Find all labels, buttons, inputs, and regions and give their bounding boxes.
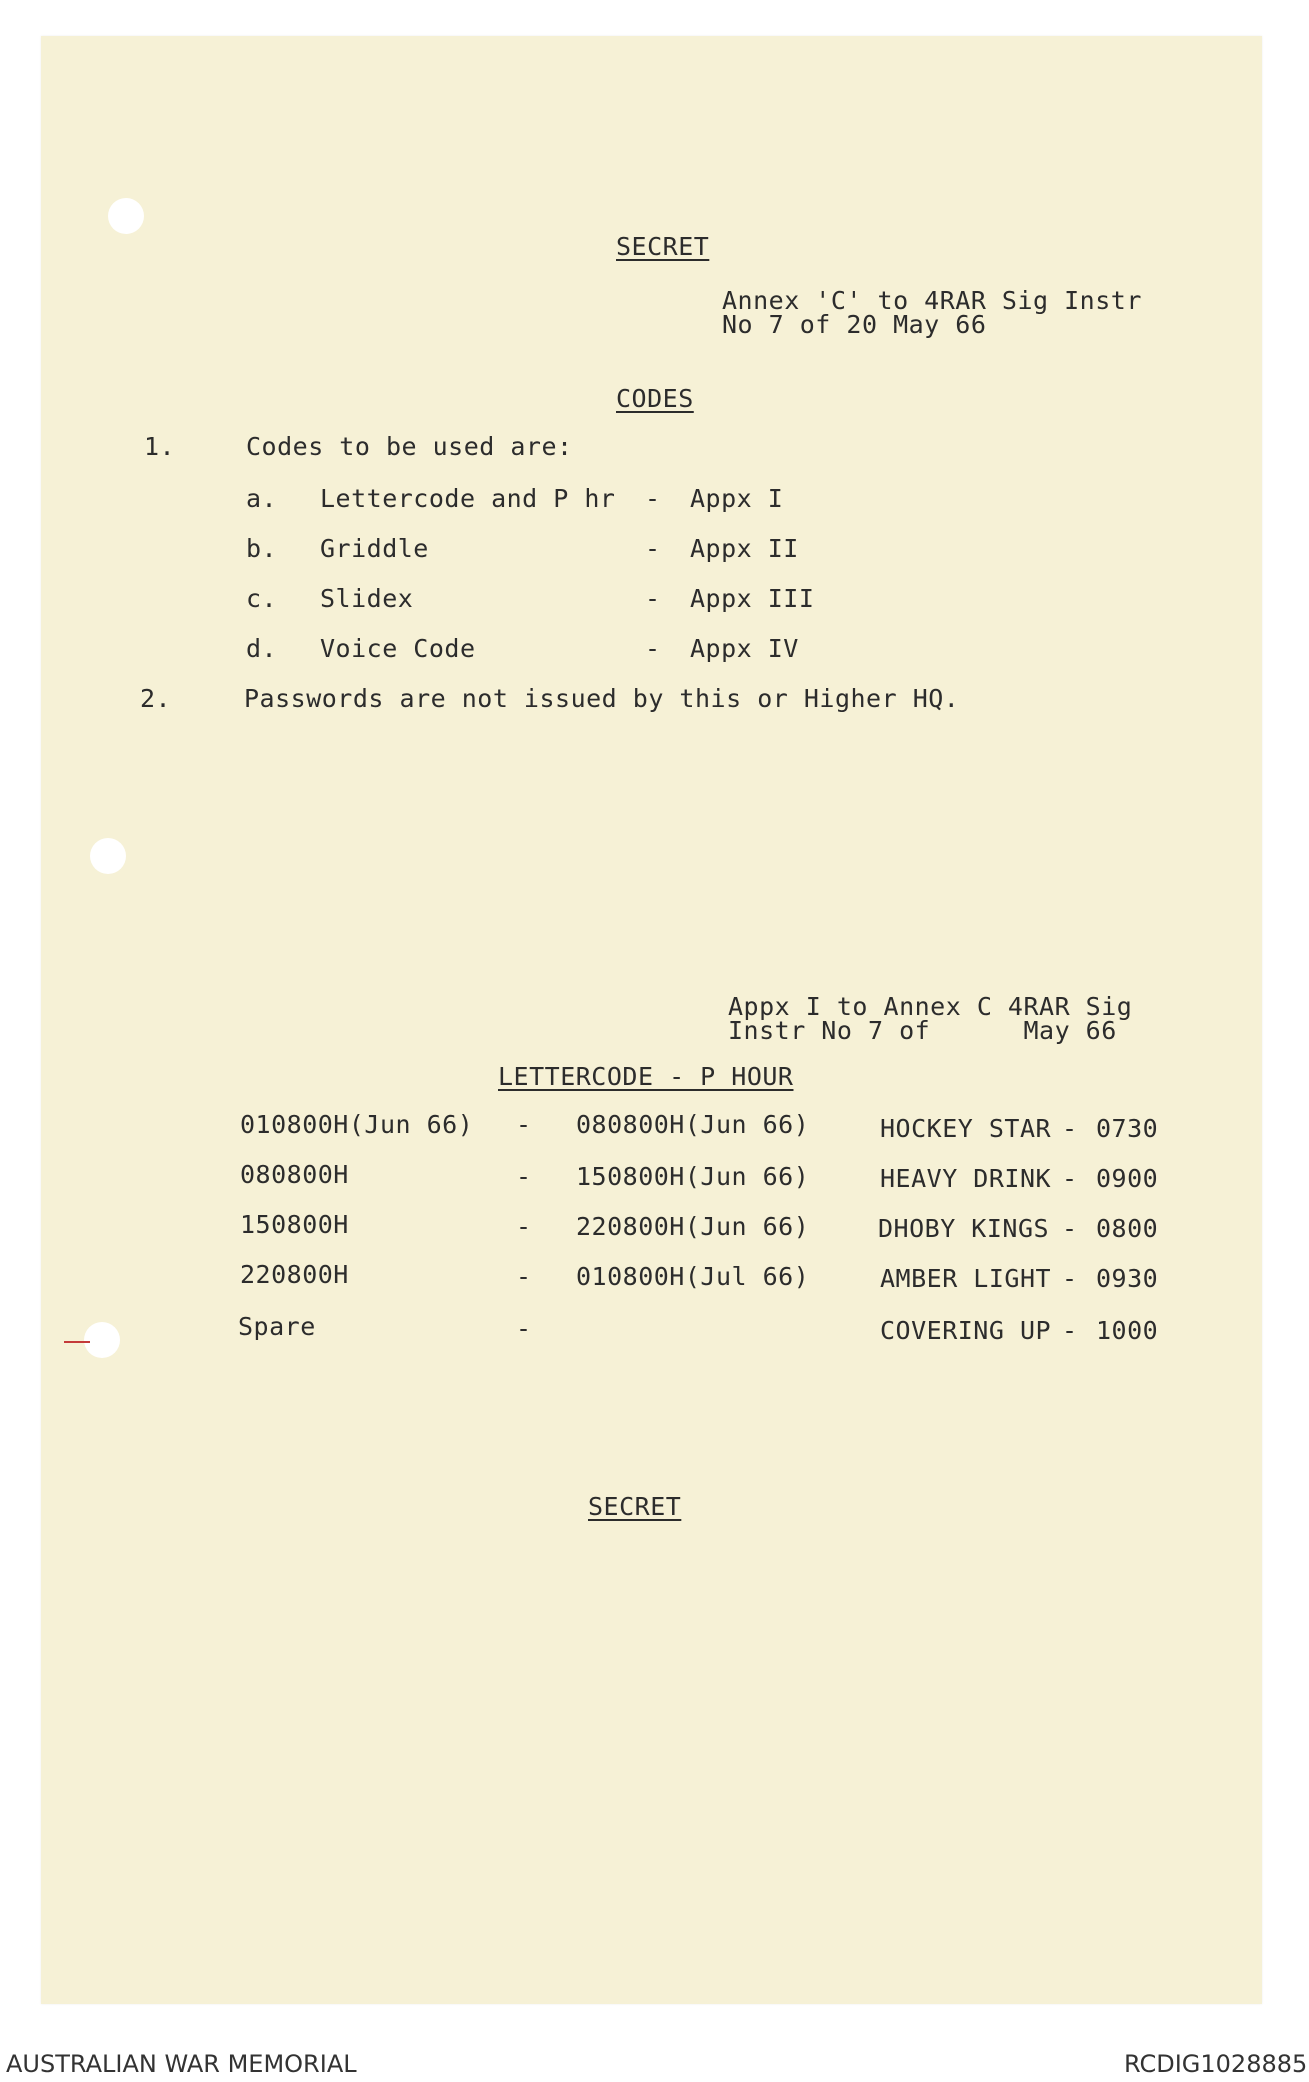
paragraph-2-text: Passwords are not issued by this or Higher HQ. <box>244 684 960 713</box>
lettercode-from: 150800H <box>240 1210 349 1239</box>
lettercode-dash: - <box>516 1212 532 1241</box>
lettercode-code: DHOBY KINGS <box>878 1214 1050 1243</box>
lettercode-heading: LETTERCODE - P HOUR <box>498 1062 794 1091</box>
punch-hole-top <box>108 198 144 234</box>
lettercode-separator: - <box>1062 1316 1078 1345</box>
appendix-reference-line-1: Appx I to Annex C 4RAR Sig <box>728 992 1133 1021</box>
code-item-dash: - <box>645 634 661 663</box>
code-item-dash: - <box>645 584 661 613</box>
lettercode-time: 0900 <box>1096 1164 1159 1193</box>
code-item-appendix: Appx II <box>690 534 799 563</box>
code-item-letter: d. <box>246 634 278 663</box>
punch-hole-middle <box>90 838 126 874</box>
lettercode-time: 1000 <box>1096 1316 1159 1345</box>
lettercode-dash: - <box>516 1262 532 1291</box>
code-item-name: Griddle <box>320 534 429 563</box>
classification-top: SECRET <box>616 232 710 261</box>
lettercode-separator: - <box>1062 1164 1078 1193</box>
punch-hole-bottom <box>84 1322 120 1358</box>
code-item-letter: b. <box>246 534 278 563</box>
lettercode-separator: - <box>1062 1214 1078 1243</box>
code-item-name: Slidex <box>320 584 414 613</box>
lettercode-code: AMBER LIGHT <box>880 1264 1052 1293</box>
footer-record-id: RCDIG1028885 <box>1124 2050 1308 2078</box>
lettercode-to: 080800H(Jun 66) <box>576 1110 810 1139</box>
code-item-letter: a. <box>246 484 278 513</box>
lettercode-code: COVERING UP <box>880 1316 1052 1345</box>
lettercode-from: 010800H(Jun 66) <box>240 1110 474 1139</box>
lettercode-dash: - <box>516 1314 532 1343</box>
lettercode-time: 0730 <box>1096 1114 1159 1143</box>
lettercode-time: 0800 <box>1096 1214 1159 1243</box>
lettercode-code: HEAVY DRINK <box>880 1164 1052 1193</box>
codes-heading: CODES <box>616 384 694 413</box>
code-item-dash: - <box>645 534 661 563</box>
lettercode-to: 010800H(Jul 66) <box>576 1262 810 1291</box>
lettercode-separator: - <box>1062 1264 1078 1293</box>
code-item-letter: c. <box>246 584 278 613</box>
lettercode-from: 080800H <box>240 1160 349 1189</box>
lettercode-dash: - <box>516 1110 532 1139</box>
code-item-appendix: Appx IV <box>690 634 799 663</box>
red-pencil-mark <box>64 1341 90 1343</box>
code-item-name: Lettercode and P hr <box>320 484 616 513</box>
appendix-reference-line-2: Instr No 7 of May 66 <box>728 1016 1117 1045</box>
annex-reference-line-2: No 7 of 20 May 66 <box>722 310 987 339</box>
paragraph-2-number: 2. <box>140 684 172 713</box>
code-item-appendix: Appx I <box>690 484 784 513</box>
code-item-dash: - <box>645 484 661 513</box>
lettercode-from: Spare <box>238 1312 316 1341</box>
paragraph-1-number: 1. <box>144 432 176 461</box>
lettercode-to: 220800H(Jun 66) <box>576 1212 810 1241</box>
lettercode-from: 220800H <box>240 1260 349 1289</box>
annex-reference-line-1: Annex 'C' to 4RAR Sig Instr <box>722 286 1142 315</box>
lettercode-code: HOCKEY STAR <box>880 1114 1052 1143</box>
lettercode-time: 0930 <box>1096 1264 1159 1293</box>
classification-bottom: SECRET <box>588 1492 682 1521</box>
paragraph-1-text: Codes to be used are: <box>246 432 573 461</box>
lettercode-separator: - <box>1062 1114 1078 1143</box>
code-item-name: Voice Code <box>320 634 476 663</box>
code-item-appendix: Appx III <box>690 584 815 613</box>
lettercode-to: 150800H(Jun 66) <box>576 1162 810 1191</box>
footer-institution: AUSTRALIAN WAR MEMORIAL <box>6 2050 357 2078</box>
lettercode-dash: - <box>516 1162 532 1191</box>
